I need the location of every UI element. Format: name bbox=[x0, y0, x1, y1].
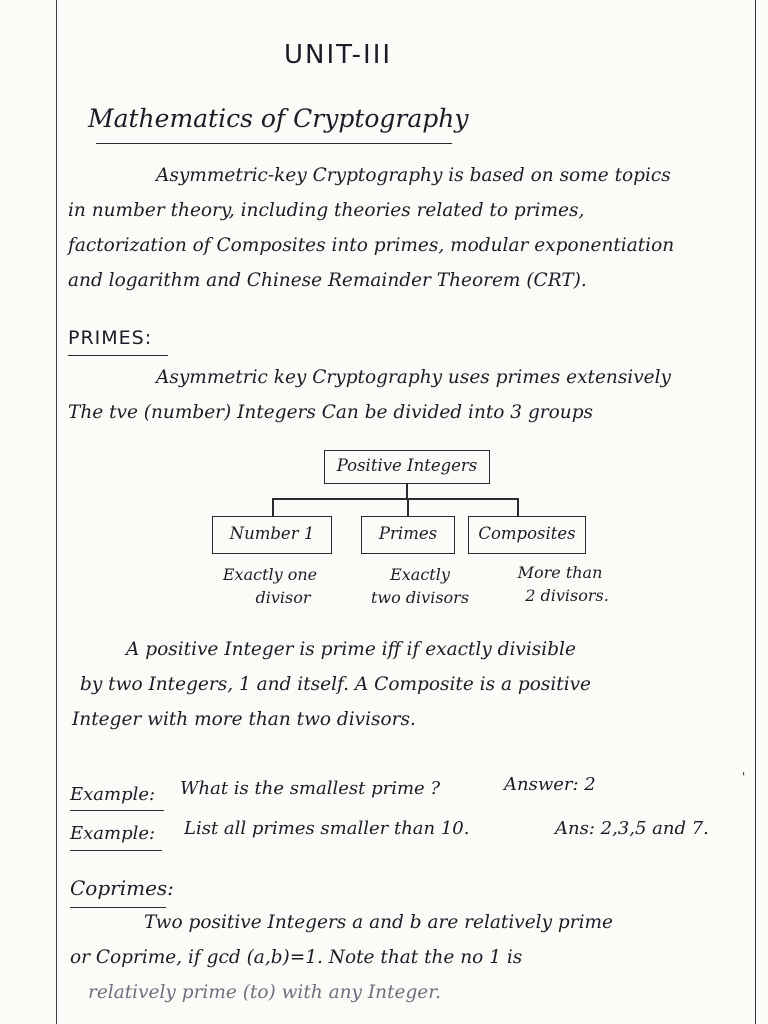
diagram-connector bbox=[272, 498, 518, 500]
coprimes-line: Two positive Integers a and b are relatively prime bbox=[144, 912, 614, 933]
page-heading: Mathematics of Cryptography bbox=[88, 104, 469, 133]
caption-line: divisor bbox=[255, 588, 311, 607]
example-label-underline bbox=[70, 850, 162, 851]
definition-line: A positive Integer is prime iff if exactly divisible bbox=[126, 639, 576, 660]
coprimes-line: or Coprime, if gcd (a,b)=1. Note that the no 1 is bbox=[70, 947, 523, 968]
example-label-underline bbox=[70, 810, 164, 811]
heading-underline bbox=[96, 143, 452, 144]
diagram-caption-primes bbox=[355, 563, 485, 609]
diagram-connector bbox=[407, 498, 409, 516]
intro-paragraph bbox=[68, 158, 674, 298]
coprimes-line: relatively prime (to) with any Integer. bbox=[88, 982, 441, 1003]
diagram-connector bbox=[406, 484, 408, 499]
caption-line: More than bbox=[517, 563, 603, 582]
page-margin-border bbox=[56, 0, 756, 1024]
example-answer: Ans: 2,3,5 and 7. bbox=[555, 818, 709, 839]
intro-line: Asymmetric-key Cryptography is based on some topics bbox=[156, 165, 671, 186]
diagram-caption-composites bbox=[490, 561, 630, 607]
primes-line: The tve (number) Integers Can be divided into 3 groups bbox=[68, 402, 594, 423]
example-question: List all primes smaller than 10. bbox=[184, 818, 470, 839]
diagram-box-primes: Primes bbox=[361, 516, 455, 554]
diagram-root-box: Positive Integers bbox=[324, 450, 490, 484]
caption-line: 2 divisors. bbox=[525, 586, 609, 605]
definition-line: by two Integers, 1 and itself. A Composite is a positive bbox=[80, 674, 592, 695]
example-question: What is the smallest prime ? bbox=[180, 778, 441, 799]
primes-line: Asymmetric key Cryptography uses primes extensively bbox=[156, 367, 671, 388]
diagram-box-composites: Composites bbox=[468, 516, 586, 554]
diagram-box-number-1: Number 1 bbox=[212, 516, 332, 554]
prime-definition-paragraph bbox=[68, 632, 591, 737]
definition-line: Integer with more than two divisors. bbox=[72, 709, 416, 730]
caption-line: Exactly one bbox=[222, 565, 318, 584]
diagram-caption-number-1 bbox=[200, 563, 340, 609]
coprimes-heading: Coprimes: bbox=[70, 876, 174, 900]
example-answer: Answer: 2 bbox=[504, 774, 596, 795]
primes-heading-underline bbox=[68, 355, 168, 356]
intro-line: factorization of Composites into primes, modular exponentiation bbox=[68, 235, 675, 256]
caption-line: Exactly bbox=[390, 565, 450, 584]
example-label: Example: bbox=[70, 784, 156, 805]
unit-title: UNIT-III bbox=[284, 40, 393, 70]
caption-line: two divisors bbox=[370, 588, 470, 607]
primes-paragraph bbox=[68, 360, 671, 430]
diagram-connector bbox=[272, 498, 274, 516]
intro-line: and logarithm and Chinese Remainder Theorem (CRT). bbox=[68, 270, 587, 291]
ink-mark: ' bbox=[742, 770, 746, 784]
example-label: Example: bbox=[70, 823, 156, 844]
intro-line: in number theory, including theories related to primes, bbox=[68, 200, 585, 221]
coprimes-paragraph bbox=[70, 905, 613, 1010]
diagram-connector bbox=[517, 498, 519, 516]
primes-heading: PRIMES: bbox=[68, 327, 153, 349]
